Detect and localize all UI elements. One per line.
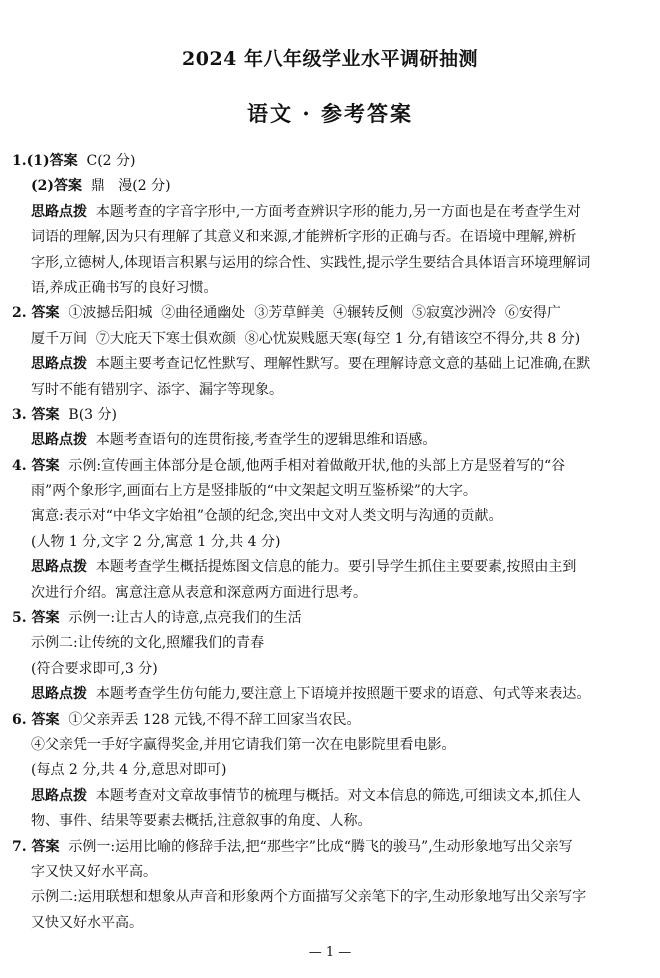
answer-text: 示例:宣传画主体部分是仓颉,他两手相对着做敞开状,他的头部上方是竖着写的“谷 <box>59 457 566 474</box>
answer-text: 写时不能有错别字、添字、漏字等现象。 <box>31 381 283 398</box>
answer-label: 2. 答案 <box>12 305 60 322</box>
text-line <box>12 352 648 377</box>
answer-label: 1.(1)答案 <box>12 153 78 169</box>
page-title: 2024 年八年级学业水平调研抽测 <box>182 48 478 70</box>
answer-text: ④父亲凭一手好字赢得奖金,并用它请我们第一次在电影院里看电影。 <box>31 736 456 753</box>
answer-label: (2)答案 <box>31 178 82 195</box>
answer-text: (符合要求即可,3 分) <box>31 660 158 677</box>
text-line <box>12 911 648 936</box>
answer-text: C(2 分) <box>77 153 136 169</box>
text-line <box>12 733 648 758</box>
text-line <box>12 403 648 428</box>
answer-text: 本题考查对文章故事情节的梳理与概括。对文本信息的筛选,可细读文本,抓住人 <box>87 787 581 804</box>
text-line <box>12 708 648 733</box>
answer-label: 思路点拨 <box>31 559 87 576</box>
answer-text: 字形,立德树人,体现语言积累与运用的综合性、实践性,提示学生要结合具体语言环境理解词 <box>31 254 591 271</box>
answer-label: 思路点拨 <box>31 686 87 703</box>
text-line <box>12 758 648 783</box>
answer-label: 思路点拨 <box>31 356 87 373</box>
text-line <box>12 835 648 860</box>
answer-text: 又快又好水平高。 <box>31 914 143 931</box>
answer-text: 本题考查的字音字形中,一方面考查辨识字形的能力,另一方面也是在考查学生对 <box>87 203 581 220</box>
answer-content <box>12 149 648 936</box>
text-line <box>12 428 648 453</box>
text-line <box>12 784 648 809</box>
answer-text: 鼎 漫(2 分) <box>82 178 171 195</box>
text-line <box>12 860 648 885</box>
text-line <box>12 581 648 606</box>
answer-label: 思路点拨 <box>31 203 87 220</box>
text-line <box>12 225 648 250</box>
answer-text: 雨”两个象形字,画面右上方是竖排版的“中文架起文明互鉴桥梁”的大字。 <box>31 483 477 500</box>
text-line <box>12 504 648 529</box>
answer-text: 厦千万间 ⑦大庇天下寒士俱欢颜 ⑧心忧炭贱愿天寒(每空 1 分,有错该空不得分,共 8 分) <box>31 330 581 347</box>
text-line <box>12 301 648 326</box>
text-line <box>12 454 648 479</box>
answer-text: 示例一:让古人的诗意,点亮我们的生活 <box>59 610 302 627</box>
answer-text: (每点 2 分,共 4 分,意思对即可) <box>31 762 227 779</box>
text-line <box>12 809 648 834</box>
text-line <box>12 682 648 707</box>
answer-text: 本题考查学生仿句能力,要注意上下语境并按照题干要求的语意、句式等来表达。 <box>87 686 591 703</box>
text-line <box>12 530 648 555</box>
answer-text: 寓意:表示对“中华文字始祖”仓颉的纪念,突出中文对人类文明与沟通的贡献。 <box>31 508 503 525</box>
text-line <box>12 149 648 174</box>
text-line <box>12 631 648 656</box>
answer-text: ①波撼岳阳城 ②曲径通幽处 ③芳草鲜美 ④辗转反侧 ⑤寂寞沙洲冷 ⑥安得广 <box>59 305 561 322</box>
answer-text: ①父亲弄丢 128 元钱,不得不辞工回家当农民。 <box>59 711 361 728</box>
answer-text: B(3 分) <box>59 406 117 423</box>
text-line <box>12 885 648 910</box>
answer-text: 本题考查学生概括提炼图文信息的能力。要引导学生抓住主要要素,按照由主到 <box>87 559 577 576</box>
answer-label: 3. 答案 <box>12 406 60 423</box>
answer-text: 次进行介绍。寓意注意从表意和深意两方面进行思考。 <box>31 584 367 601</box>
text-line <box>12 276 648 301</box>
text-line <box>12 479 648 504</box>
text-line <box>12 378 648 403</box>
answer-label: 思路点拨 <box>31 432 87 449</box>
text-line <box>12 606 648 631</box>
answer-text: 示例二:运用联想和想象从声音和形象两个方面描写父亲笔下的字,生动形象地写出父亲写字 <box>31 889 587 906</box>
answer-text: 示例一:运用比喻的修辞手法,把“那些字”比成“腾飞的骏马”,生动形象地写出父亲写 <box>59 838 573 855</box>
answer-label: 思路点拨 <box>31 787 87 804</box>
answer-text: 字又快又好水平高。 <box>31 863 157 880</box>
answer-text: 本题主要考查记忆性默写、理解性默写。要在理解诗意文意的基础上记准确,在默 <box>87 356 591 373</box>
answer-text: (人物 1 分,文字 2 分,寓意 1 分,共 4 分) <box>31 533 281 550</box>
answer-text: 语,养成正确书写的良好习惯。 <box>31 279 218 296</box>
page-number: — 1 — <box>308 945 352 960</box>
text-line <box>12 657 648 682</box>
answer-label: 4. 答案 <box>12 457 60 474</box>
text-line <box>12 251 648 276</box>
answer-text: 示例二:让传统的文化,照耀我们的青春 <box>31 635 265 652</box>
text-line <box>12 555 648 580</box>
page-subtitle: 语文 · 参考答案 <box>247 101 413 126</box>
answer-text: 本题考查语句的连贯衔接,考查学生的逻辑思维和语感。 <box>87 432 437 449</box>
text-line <box>12 327 648 352</box>
text-line <box>12 174 648 199</box>
answer-text: 词语的理解,因为只有理解了其意义和来源,才能辨析字形的正确与否。在语境中理解,辨析 <box>31 229 577 246</box>
answer-label: 7. 答案 <box>12 838 60 855</box>
text-line <box>12 200 648 225</box>
answer-label: 6. 答案 <box>12 711 60 728</box>
answer-label: 5. 答案 <box>12 610 60 627</box>
answer-text: 物、事件、结果等要素去概括,注意叙事的角度、人称。 <box>31 813 372 830</box>
